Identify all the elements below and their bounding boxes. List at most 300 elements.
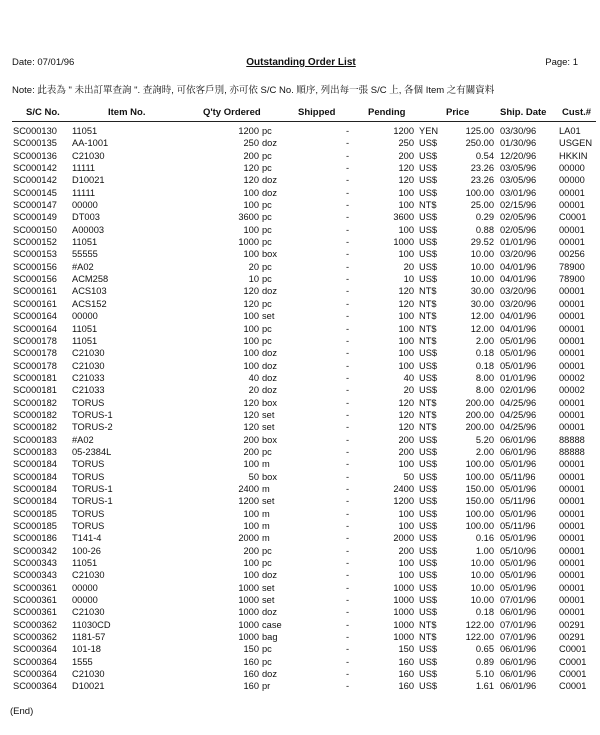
table-row (0, 656, 600, 668)
qty-ordered-cell: 1200 (238, 126, 259, 136)
sc-no-cell: SC000145 (13, 187, 57, 198)
sc-no-cell: SC000184 (13, 483, 57, 494)
ship-date-cell: 05/01/96 (500, 348, 537, 359)
price-cell: 122.00 (465, 632, 494, 643)
currency-cell: US$ (419, 607, 438, 618)
pending-cell: 100 (398, 323, 414, 334)
table-row (0, 125, 600, 137)
sc-no-cell: SC000343 (13, 570, 57, 581)
unit-cell: m (262, 483, 270, 494)
table-row (0, 458, 600, 470)
order-table (0, 125, 600, 693)
sc-no-cell: SC000149 (13, 212, 57, 223)
item-no-cell: T141-4 (72, 533, 102, 544)
unit-cell: doz (262, 348, 277, 359)
report-note: Note: 此表為 " 未出訂單查詢 ". 查詢時, 可依客戶別, 亦可依 S/C No. 順序, 列出每一張 S/C 上, 各個 Item 之有關資料 (12, 85, 495, 96)
table-row (0, 520, 600, 532)
qty-ordered-cell: 1000 (238, 607, 259, 618)
shipped-cell: - (346, 619, 350, 630)
cust-no-cell: 00001 (559, 422, 585, 433)
price-cell: 10.00 (470, 558, 494, 569)
cust-no-cell: C0001 (559, 681, 587, 692)
item-no-cell: #A02 (72, 261, 94, 272)
item-no-cell: TORUS (72, 397, 105, 408)
cust-no-cell: 00001 (559, 508, 585, 519)
shipped-cell: - (346, 360, 350, 371)
ship-date-cell: 05/01/96 (500, 335, 537, 346)
currency-cell: US$ (419, 521, 438, 531)
unit-cell: pc (262, 446, 272, 457)
unit-cell: pc (262, 274, 272, 285)
cust-no-cell: 00001 (559, 286, 585, 297)
qty-ordered-cell: 20 (248, 385, 259, 396)
pending-cell: 1200 (393, 126, 414, 136)
qty-ordered-cell: 100 (243, 249, 259, 260)
item-no-cell: 00000 (72, 595, 98, 606)
pending-cell: 1000 (393, 237, 414, 248)
shipped-cell: - (346, 595, 350, 606)
price-cell: 10.00 (470, 261, 494, 272)
unit-cell: set (262, 311, 275, 322)
ship-date-cell: 05/01/96 (500, 570, 537, 581)
price-cell: 29.52 (470, 237, 494, 248)
unit-cell: pc (262, 558, 272, 569)
qty-ordered-cell: 120 (243, 422, 259, 433)
shipped-cell: - (346, 483, 350, 494)
currency-cell: US$ (419, 385, 438, 396)
ship-date-cell: 05/01/96 (500, 582, 537, 593)
currency-cell: YEN (419, 126, 439, 136)
unit-cell: set (262, 409, 275, 420)
cust-no-cell: 00002 (559, 385, 585, 396)
price-cell: 30.00 (470, 286, 494, 297)
sc-no-cell: SC000161 (13, 286, 57, 297)
table-row (0, 397, 600, 409)
sc-no-cell: SC000364 (13, 656, 57, 667)
pending-cell: 3600 (393, 212, 414, 223)
price-cell: 0.54 (475, 150, 494, 161)
sc-no-cell: SC000183 (13, 434, 57, 445)
sc-no-cell: SC000361 (13, 607, 57, 618)
cust-no-cell: 00000 (559, 175, 585, 186)
pending-cell: 2400 (393, 483, 414, 494)
price-cell: 100.00 (465, 521, 494, 531)
ship-date-cell: 04/25/96 (500, 397, 537, 408)
cust-no-cell: 00256 (559, 249, 585, 260)
pending-cell: 100 (398, 558, 414, 569)
qty-ordered-cell: 100 (243, 187, 259, 198)
currency-cell: NT$ (419, 422, 437, 433)
sc-no-cell: SC000364 (13, 669, 57, 680)
item-no-cell: 11030CD (72, 619, 111, 630)
ship-date-cell: 05/11/96 (500, 521, 536, 531)
ship-date-cell: 04/01/96 (500, 261, 537, 272)
unit-cell: doz (262, 669, 277, 680)
column-header-price: Price (446, 107, 470, 118)
shipped-cell: - (346, 558, 350, 569)
pending-cell: 1000 (393, 619, 414, 630)
sc-no-cell: SC000156 (13, 261, 57, 272)
cust-no-cell: 00001 (559, 595, 585, 606)
ship-date-cell: 12/20/96 (500, 150, 537, 161)
pending-cell: 1200 (393, 496, 414, 507)
currency-cell: US$ (419, 681, 438, 692)
price-cell: 100.00 (465, 471, 494, 482)
sc-no-cell: SC000364 (13, 681, 57, 692)
column-header-shipped: Shipped (298, 107, 336, 118)
shipped-cell: - (346, 187, 350, 198)
pending-cell: 100 (398, 508, 414, 519)
qty-ordered-cell: 120 (243, 175, 259, 186)
ship-date-cell: 07/01/96 (500, 619, 537, 630)
qty-ordered-cell: 2400 (238, 483, 259, 494)
table-row (0, 631, 600, 643)
cust-no-cell: 00001 (559, 397, 585, 408)
item-no-cell: 11111 (72, 163, 96, 174)
qty-ordered-cell: 100 (243, 360, 259, 371)
price-cell: 0.88 (475, 224, 494, 235)
item-no-cell: ACS152 (72, 298, 107, 309)
qty-ordered-cell: 100 (243, 521, 259, 531)
table-row (0, 150, 600, 162)
unit-cell: m (262, 533, 270, 544)
price-cell: 0.18 (475, 607, 494, 618)
currency-cell: NT$ (419, 619, 437, 630)
cust-no-cell: C0001 (559, 212, 587, 223)
price-cell: 0.89 (475, 656, 494, 667)
sc-no-cell: SC000161 (13, 298, 57, 309)
cust-no-cell: C0001 (559, 656, 587, 667)
column-header-item-no: Item No. (108, 107, 146, 118)
item-no-cell: 101-18 (72, 644, 101, 655)
pending-cell: 1000 (393, 607, 414, 618)
cust-no-cell: 00001 (559, 360, 585, 371)
unit-cell: doz (262, 138, 277, 149)
column-header-ship-date: Ship. Date (500, 107, 547, 118)
qty-ordered-cell: 160 (243, 656, 259, 667)
sc-no-cell: SC000136 (13, 150, 57, 161)
cust-no-cell: 00001 (559, 521, 585, 531)
table-row (0, 285, 600, 297)
shipped-cell: - (346, 323, 350, 334)
cust-no-cell: 88888 (559, 434, 585, 445)
ship-date-cell: 05/01/96 (500, 558, 537, 569)
sc-no-cell: SC000182 (13, 409, 57, 420)
shipped-cell: - (346, 224, 350, 235)
item-no-cell: 1181-57 (72, 632, 106, 643)
pending-cell: 200 (398, 434, 414, 445)
table-row (0, 409, 600, 421)
unit-cell: doz (262, 286, 277, 297)
cust-no-cell: USGEN (559, 138, 593, 149)
shipped-cell: - (346, 656, 350, 667)
unit-cell: pc (262, 323, 272, 334)
pending-cell: 160 (398, 681, 414, 692)
price-cell: 5.20 (475, 434, 494, 445)
pending-cell: 120 (398, 163, 414, 174)
cust-no-cell: 00001 (559, 582, 585, 593)
sc-no-cell: SC000361 (13, 582, 57, 593)
cust-no-cell: 00001 (559, 187, 585, 198)
unit-cell: m (262, 521, 270, 531)
table-row (0, 421, 600, 433)
pending-cell: 120 (398, 422, 414, 433)
shipped-cell: - (346, 298, 350, 309)
item-no-cell: C21030 (72, 348, 105, 359)
ship-date-cell: 06/01/96 (500, 607, 537, 618)
pending-cell: 200 (398, 545, 414, 556)
qty-ordered-cell: 200 (243, 434, 259, 445)
item-no-cell: AA-1001 (72, 138, 109, 149)
shipped-cell: - (346, 471, 350, 482)
item-no-cell: TORUS-1 (72, 496, 113, 507)
pending-cell: 200 (398, 150, 414, 161)
currency-cell: NT$ (419, 298, 437, 309)
item-no-cell: 11111 (72, 187, 96, 198)
table-row (0, 446, 600, 458)
unit-cell: pr (262, 681, 271, 692)
table-row (0, 261, 600, 273)
sc-no-cell: SC000362 (13, 619, 57, 630)
currency-cell: US$ (419, 434, 438, 445)
ship-date-cell: 05/10/96 (500, 545, 537, 556)
shipped-cell: - (346, 372, 350, 383)
ship-date-cell: 03/20/96 (500, 298, 537, 309)
shipped-cell: - (346, 237, 350, 248)
qty-ordered-cell: 120 (243, 397, 259, 408)
ship-date-cell: 04/01/96 (500, 323, 537, 334)
pending-cell: 20 (403, 261, 414, 272)
shipped-cell: - (346, 175, 350, 186)
table-row (0, 360, 600, 372)
currency-cell: US$ (419, 669, 438, 680)
pending-cell: 100 (398, 360, 414, 371)
unit-cell: box (262, 471, 277, 482)
shipped-cell: - (346, 681, 350, 692)
unit-cell: pc (262, 545, 272, 556)
sc-no-cell: SC000156 (13, 274, 57, 285)
sc-no-cell: SC000130 (13, 126, 57, 136)
sc-no-cell: SC000152 (13, 237, 57, 248)
price-cell: 0.65 (475, 644, 494, 655)
qty-ordered-cell: 1000 (238, 237, 259, 248)
cust-no-cell: 00002 (559, 372, 585, 383)
unit-cell: m (262, 508, 270, 519)
pending-cell: 100 (398, 224, 414, 235)
qty-ordered-cell: 40 (248, 372, 259, 383)
shipped-cell: - (346, 200, 350, 211)
item-no-cell: 00000 (72, 200, 98, 211)
shipped-cell: - (346, 521, 350, 531)
shipped-cell: - (346, 508, 350, 519)
table-row (0, 298, 600, 310)
item-no-cell: 00000 (72, 582, 98, 593)
qty-ordered-cell: 100 (243, 508, 259, 519)
item-no-cell: TORUS (72, 521, 105, 531)
unit-cell: pc (262, 126, 272, 136)
pending-cell: 100 (398, 249, 414, 260)
table-row (0, 495, 600, 507)
unit-cell: pc (262, 644, 272, 655)
unit-cell: pc (262, 261, 272, 272)
pending-cell: 100 (398, 187, 414, 198)
qty-ordered-cell: 160 (243, 669, 259, 680)
shipped-cell: - (346, 582, 350, 593)
unit-cell: bag (262, 632, 278, 643)
price-cell: 10.00 (470, 595, 494, 606)
price-cell: 122.00 (465, 619, 494, 630)
table-row (0, 174, 600, 186)
sc-no-cell: SC000343 (13, 558, 57, 569)
price-cell: 2.00 (475, 446, 494, 457)
item-no-cell: ACM258 (72, 274, 109, 285)
item-no-cell: C21030 (72, 669, 105, 680)
unit-cell: doz (262, 187, 277, 198)
currency-cell: US$ (419, 496, 438, 507)
qty-ordered-cell: 100 (243, 311, 259, 322)
table-row (0, 187, 600, 199)
pending-cell: 120 (398, 298, 414, 309)
shipped-cell: - (346, 669, 350, 680)
qty-ordered-cell: 200 (243, 150, 259, 161)
cust-no-cell: 00001 (559, 335, 585, 346)
cust-no-cell: 88888 (559, 446, 585, 457)
currency-cell: US$ (419, 582, 438, 593)
price-cell: 100.00 (465, 508, 494, 519)
item-no-cell: A00003 (72, 224, 105, 235)
qty-ordered-cell: 1000 (238, 619, 259, 630)
shipped-cell: - (346, 138, 350, 149)
cust-no-cell: 00001 (559, 496, 585, 507)
price-cell: 125.00 (465, 126, 494, 136)
header-rule (12, 121, 596, 122)
cust-no-cell: 00000 (559, 163, 585, 174)
cust-no-cell: 00001 (559, 545, 585, 556)
currency-cell: NT$ (419, 409, 437, 420)
pending-cell: 160 (398, 656, 414, 667)
sc-no-cell: SC000184 (13, 471, 57, 482)
shipped-cell: - (346, 274, 350, 285)
cust-no-cell: 00001 (559, 570, 585, 581)
pending-cell: 50 (403, 471, 414, 482)
pending-cell: 2000 (393, 533, 414, 544)
pending-cell: 100 (398, 335, 414, 346)
sc-no-cell: SC000185 (13, 508, 57, 519)
item-no-cell: #A02 (72, 434, 94, 445)
currency-cell: US$ (419, 644, 438, 655)
price-cell: 25.00 (470, 200, 494, 211)
ship-date-cell: 04/01/96 (500, 274, 537, 285)
item-no-cell: 100-26 (72, 545, 101, 556)
unit-cell: set (262, 496, 275, 507)
item-no-cell: TORUS-1 (72, 483, 113, 494)
price-cell: 0.18 (475, 348, 494, 359)
qty-ordered-cell: 1000 (238, 582, 259, 593)
unit-cell: doz (262, 570, 277, 581)
table-row (0, 680, 600, 692)
cust-no-cell: 00001 (559, 459, 585, 470)
currency-cell: US$ (419, 656, 438, 667)
ship-date-cell: 02/05/96 (500, 224, 537, 235)
qty-ordered-cell: 20 (248, 261, 259, 272)
sc-no-cell: SC000178 (13, 360, 57, 371)
price-cell: 10.00 (470, 570, 494, 581)
price-cell: 2.00 (475, 335, 494, 346)
shipped-cell: - (346, 545, 350, 556)
shipped-cell: - (346, 570, 350, 581)
sc-no-cell: SC000164 (13, 323, 57, 334)
price-cell: 200.00 (465, 422, 494, 433)
currency-cell: US$ (419, 570, 438, 581)
qty-ordered-cell: 100 (243, 200, 259, 211)
ship-date-cell: 03/30/96 (500, 126, 537, 136)
cust-no-cell: 00001 (559, 298, 585, 309)
ship-date-cell: 07/01/96 (500, 632, 537, 643)
currency-cell: US$ (419, 360, 438, 371)
shipped-cell: - (346, 286, 350, 297)
price-cell: 0.29 (475, 212, 494, 223)
shipped-cell: - (346, 533, 350, 544)
price-cell: 1.61 (475, 681, 494, 692)
qty-ordered-cell: 120 (243, 298, 259, 309)
table-row (0, 471, 600, 483)
ship-date-cell: 05/01/96 (500, 533, 537, 544)
shipped-cell: - (346, 311, 350, 322)
currency-cell: US$ (419, 508, 438, 519)
item-no-cell: TORUS (72, 508, 105, 519)
shipped-cell: - (346, 150, 350, 161)
sc-no-cell: SC000186 (13, 533, 57, 544)
currency-cell: US$ (419, 348, 438, 359)
price-cell: 12.00 (470, 323, 494, 334)
table-row (0, 310, 600, 322)
shipped-cell: - (346, 607, 350, 618)
price-cell: 0.18 (475, 360, 494, 371)
price-cell: 8.00 (475, 372, 494, 383)
price-cell: 10.00 (470, 274, 494, 285)
item-no-cell: C21030 (72, 570, 105, 581)
ship-date-cell: 05/11/96 (500, 471, 536, 482)
qty-ordered-cell: 120 (243, 409, 259, 420)
currency-cell: NT$ (419, 632, 437, 643)
qty-ordered-cell: 3600 (238, 212, 259, 223)
unit-cell: box (262, 249, 277, 260)
currency-cell: US$ (419, 138, 438, 149)
unit-cell: set (262, 582, 275, 593)
sc-no-cell: SC000178 (13, 335, 57, 346)
sc-no-cell: SC000150 (13, 224, 57, 235)
shipped-cell: - (346, 348, 350, 359)
currency-cell: US$ (419, 471, 438, 482)
table-row (0, 569, 600, 581)
sc-no-cell: SC000181 (13, 385, 57, 396)
unit-cell: doz (262, 607, 277, 618)
cust-no-cell: 00001 (559, 409, 585, 420)
qty-ordered-cell: 100 (243, 335, 259, 346)
ship-date-cell: 03/20/96 (500, 249, 537, 260)
pending-cell: 10 (403, 274, 414, 285)
pending-cell: 200 (398, 446, 414, 457)
item-no-cell: C21033 (72, 372, 105, 383)
currency-cell: US$ (419, 446, 438, 457)
pending-cell: 1000 (393, 632, 414, 643)
item-no-cell: TORUS (72, 471, 105, 482)
ship-date-cell: 06/01/96 (500, 669, 537, 680)
shipped-cell: - (346, 459, 350, 470)
ship-date-cell: 06/01/96 (500, 656, 537, 667)
shipped-cell: - (346, 249, 350, 260)
ship-date-cell: 05/01/96 (500, 483, 537, 494)
